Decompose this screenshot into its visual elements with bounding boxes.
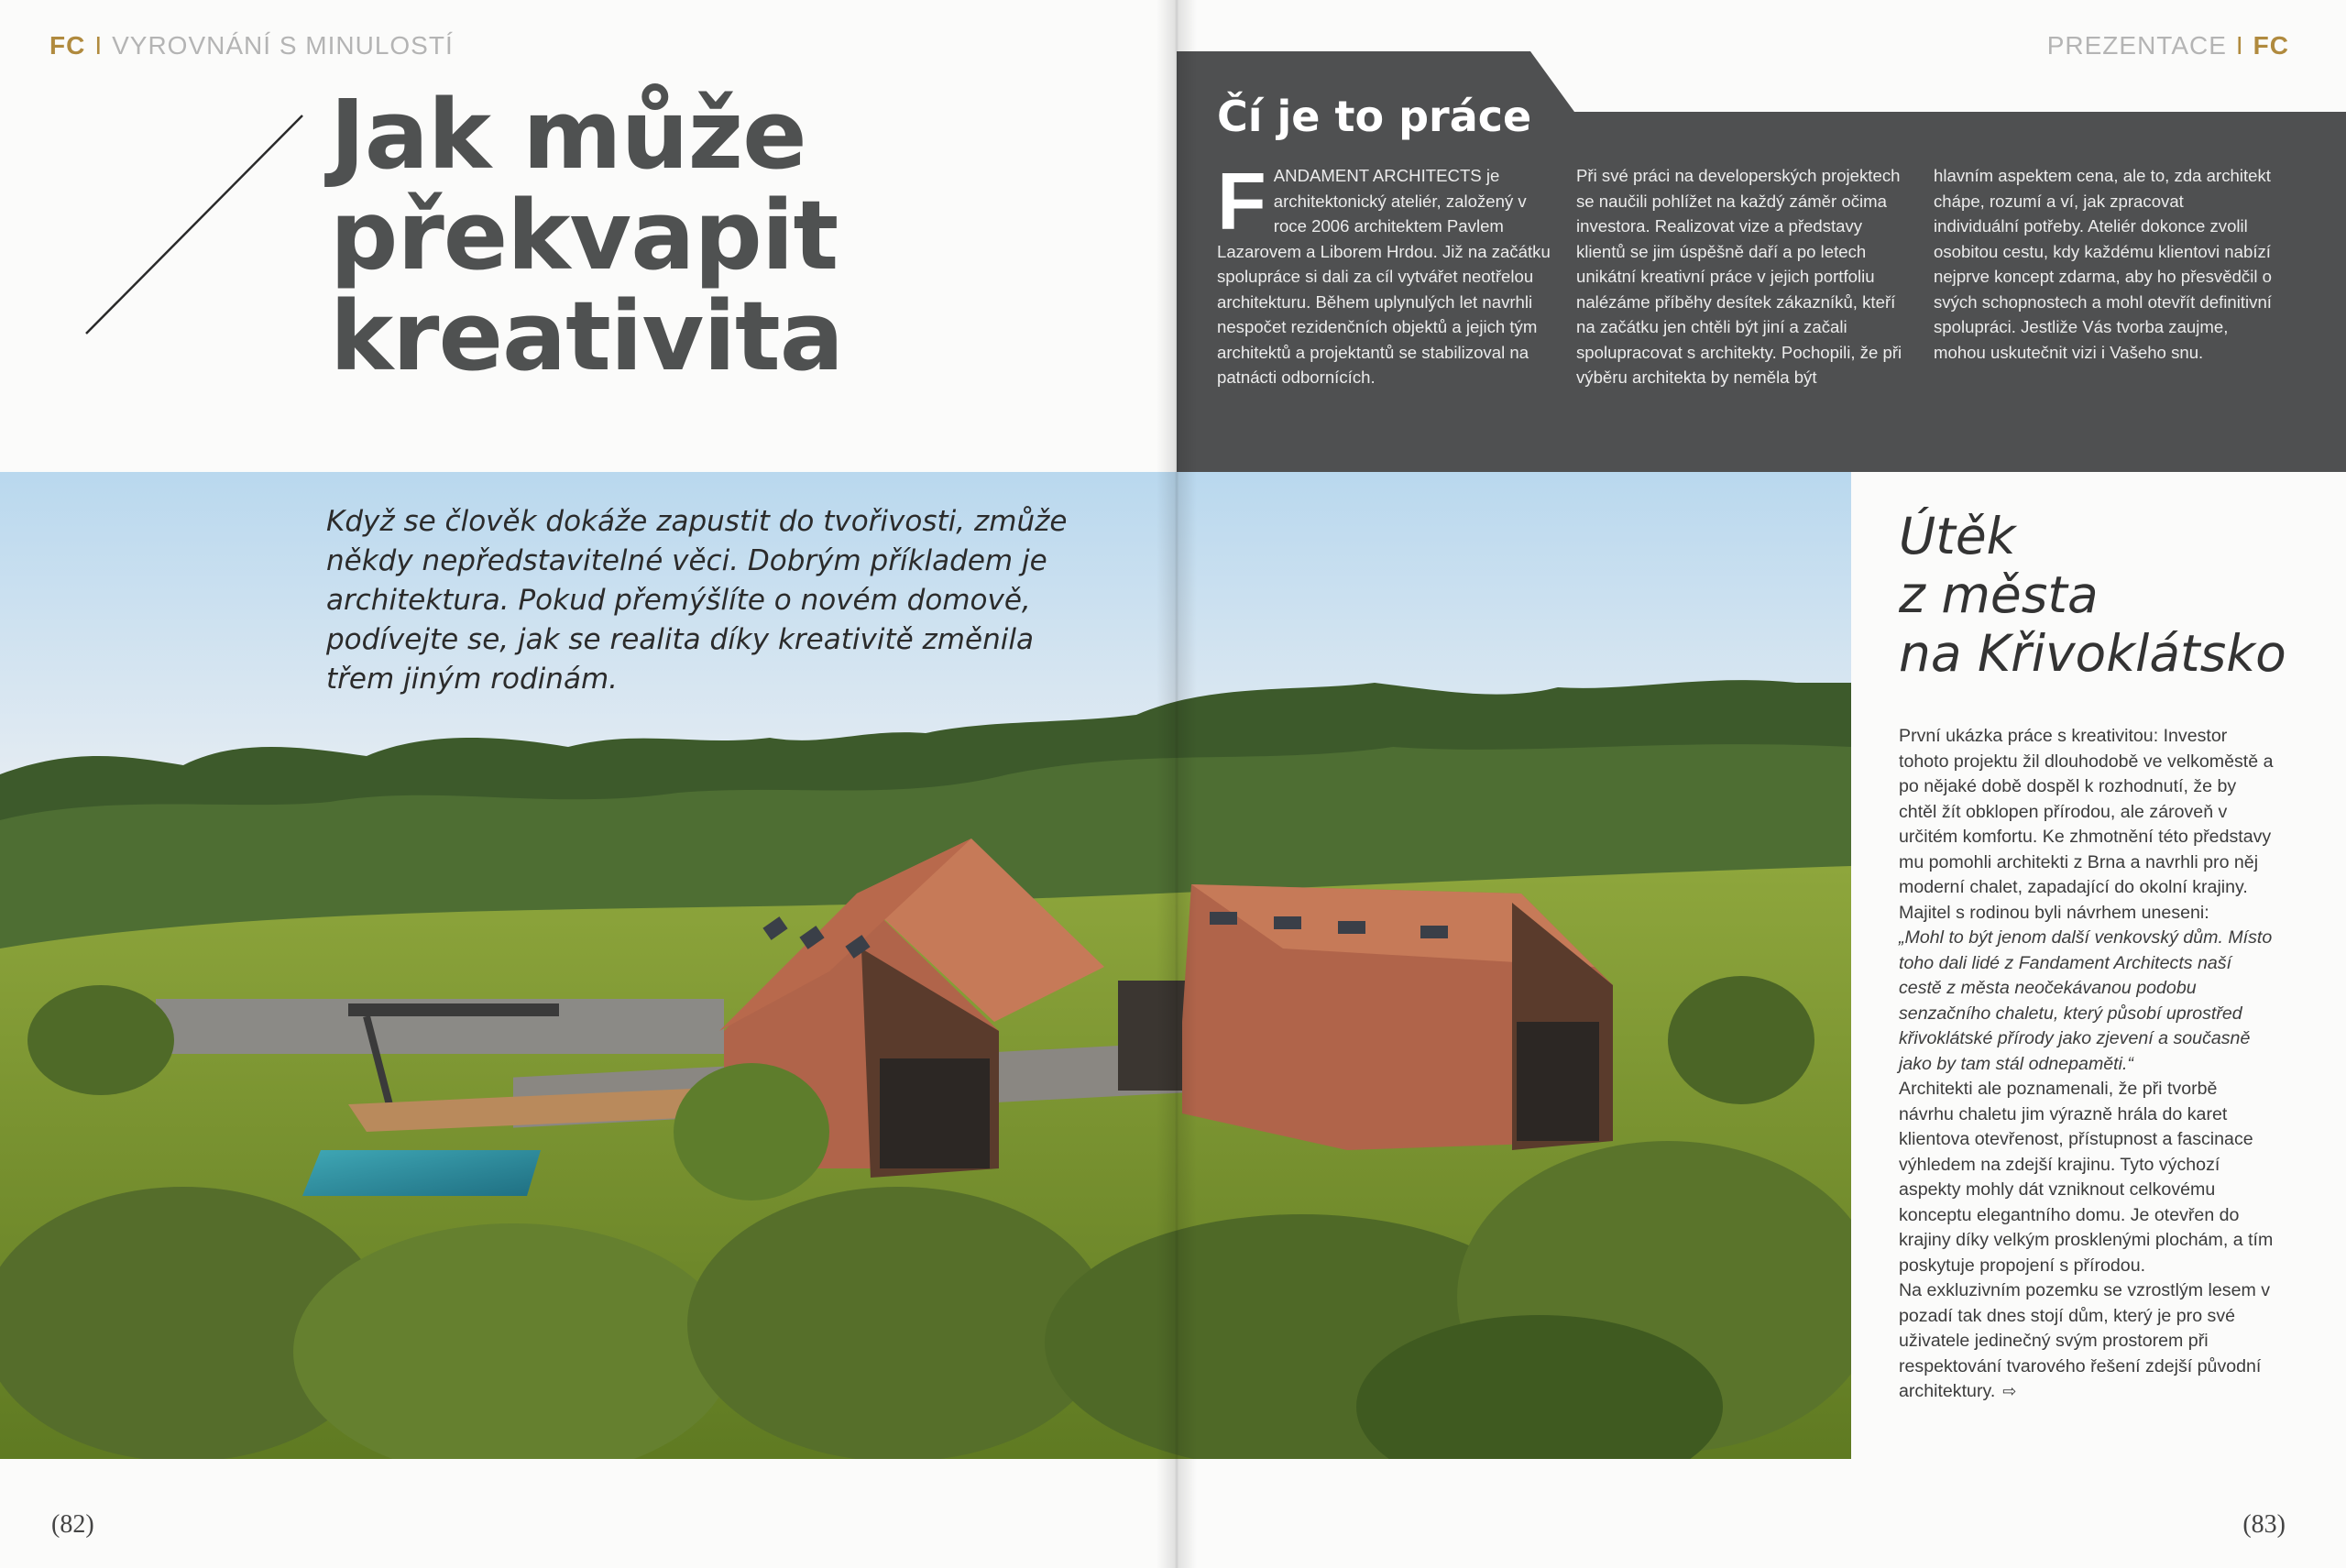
info-box-column [1576,163,1915,390]
info-box-text: Při své práci na developerských projektech se naučili pohlížet na každý záměr očima investora. Realizovat vize a představy klientů se jim úspěšně daří a po letech unikátní kreativní práce v jejich portfoliu nalézáme příběhy desítek zákazníků, kteří na začátku jen chtěli být jiní a začali spolupracovat s architekty. Pochopili, že při výběru architekta by neměla být [1576,166,1902,387]
info-box-column [1217,156,1556,390]
body-paragraph: Architekti ale poznamenali, že při tvorbě návrhu chaletu jim výrazně hrála do karet klientova otevřenost, přístupnost a fascinace výhledem na zdejší krajinu. Tyto výchozí aspekty mohly dát vzniknout celkovému konceptu elegantního domu. Je otevřen do krajiny díky velkým prosklenými plochám, a tím poskytuje propojení s přírodou. [1899,1079,2274,1276]
body-paragraph [1899,1278,2275,1405]
article-side-column [1851,472,2346,1568]
subtitle-line: na Křivoklátsko [1899,624,2286,683]
article-body [1899,724,2275,1405]
header-separator: I [2235,31,2244,60]
info-box-title: Čí je to práce [1217,92,1532,141]
section-mark: FC [2253,31,2289,60]
decorative-slash-line [82,110,321,339]
body-paragraph: Majitel s rodinou byli návrhem uneseni: [1899,902,2209,923]
drop-cap: F [1217,156,1266,247]
header-separator: I [94,31,104,60]
info-box-column [1934,163,2273,365]
section-title: PREZENTACE [2046,31,2227,60]
info-box-text: hlavním aspektem cena, ale to, zda architekt chápe, rozumí a ví, jak zpracovat individuální potřeby. Ateliér dokonce zvolil osobitou cestu, kdy každému klientovi nabízí nejprve koncept zdarma, aby ho přesvědčil o svých schopnostech a mohl otevřít definitivní spolupráci. Jestliže Vás tvorba zaujme, mohou uskutečnit vizi i Vašeho snu. [1934,166,2272,362]
article-subtitle [1899,507,2286,683]
headline-line: kreativita [330,280,843,392]
headline [330,79,843,392]
lead-paragraph: Když se člověk dokáže zapustit do tvořivosti, zmůže někdy nepředstavitelné věci. Dobrým příkladem je architektura. Pokud přemýšlíte o novém domově, podívejte se, jak se realita díky kreativitě změnila třem jiným rodinám. [326,505,1068,696]
body-paragraph: První ukázka práce s kreativitou: Investor tohoto projektu žil dlouhodobě ve velkoměstě a po nějaké době dospěl k rozhodnutí, že by chtěl žít obklopen přírodou, ale zároveň v určitém komfortu. Ke zhmotnění této představy mu pomohli architekti z Brna a navrhli pro něj moderní chalet, zapadající do okolní krajiny. [1899,726,2274,897]
info-box-text: ANDAMENT ARCHITECTS je architektonický ateliér, založený v roce 2006 architektem Pavlem Lazarovem a Liborem Hrdou. Již na začátku spolupráce si dali za cíl vytvářet neotřelou architekturu. Během uplynulých let navrhli nespočet rezidenčních objektů a jejich tým architektů a projektantů se stabilizoval na patnácti odbornících. [1217,166,1551,387]
client-quote: „Mohl to být jenom další venkovský dům. Místo toho dali lidé z Fandament Architects naší cestě z města neočekávanou podobu senzačního chaletu, který působí uprostřed křivoklátské přírody jako zjevení a současně jako by tam stál odnepaměti.“ [1899,927,2273,1074]
page-number-right: (83) [2242,1510,2286,1539]
body-paragraph-text: Na exkluzivním pozemku se vzrostlým lesem v pozadí tak dnes stojí dům, který je pro své uživatele jedinečný svým prostorem při respektování tvarového řešení zdejší původní architektury. [1899,1280,2271,1401]
info-box [1177,51,2346,472]
subtitle-line: Útěk [1899,507,2016,565]
left-running-header [49,31,454,60]
continue-arrow-icon: ⇨ [2002,1382,2017,1400]
page-number-left: (82) [51,1510,94,1539]
section-title: VYROVNÁNÍ S MINULOSTÍ [112,31,454,60]
subtitle-line: z města [1899,565,2099,624]
spine-gutter [1157,0,1197,1568]
section-mark: FC [49,31,86,60]
headline-line: překvapit [330,180,839,291]
headline-line: Jak může [330,79,806,191]
